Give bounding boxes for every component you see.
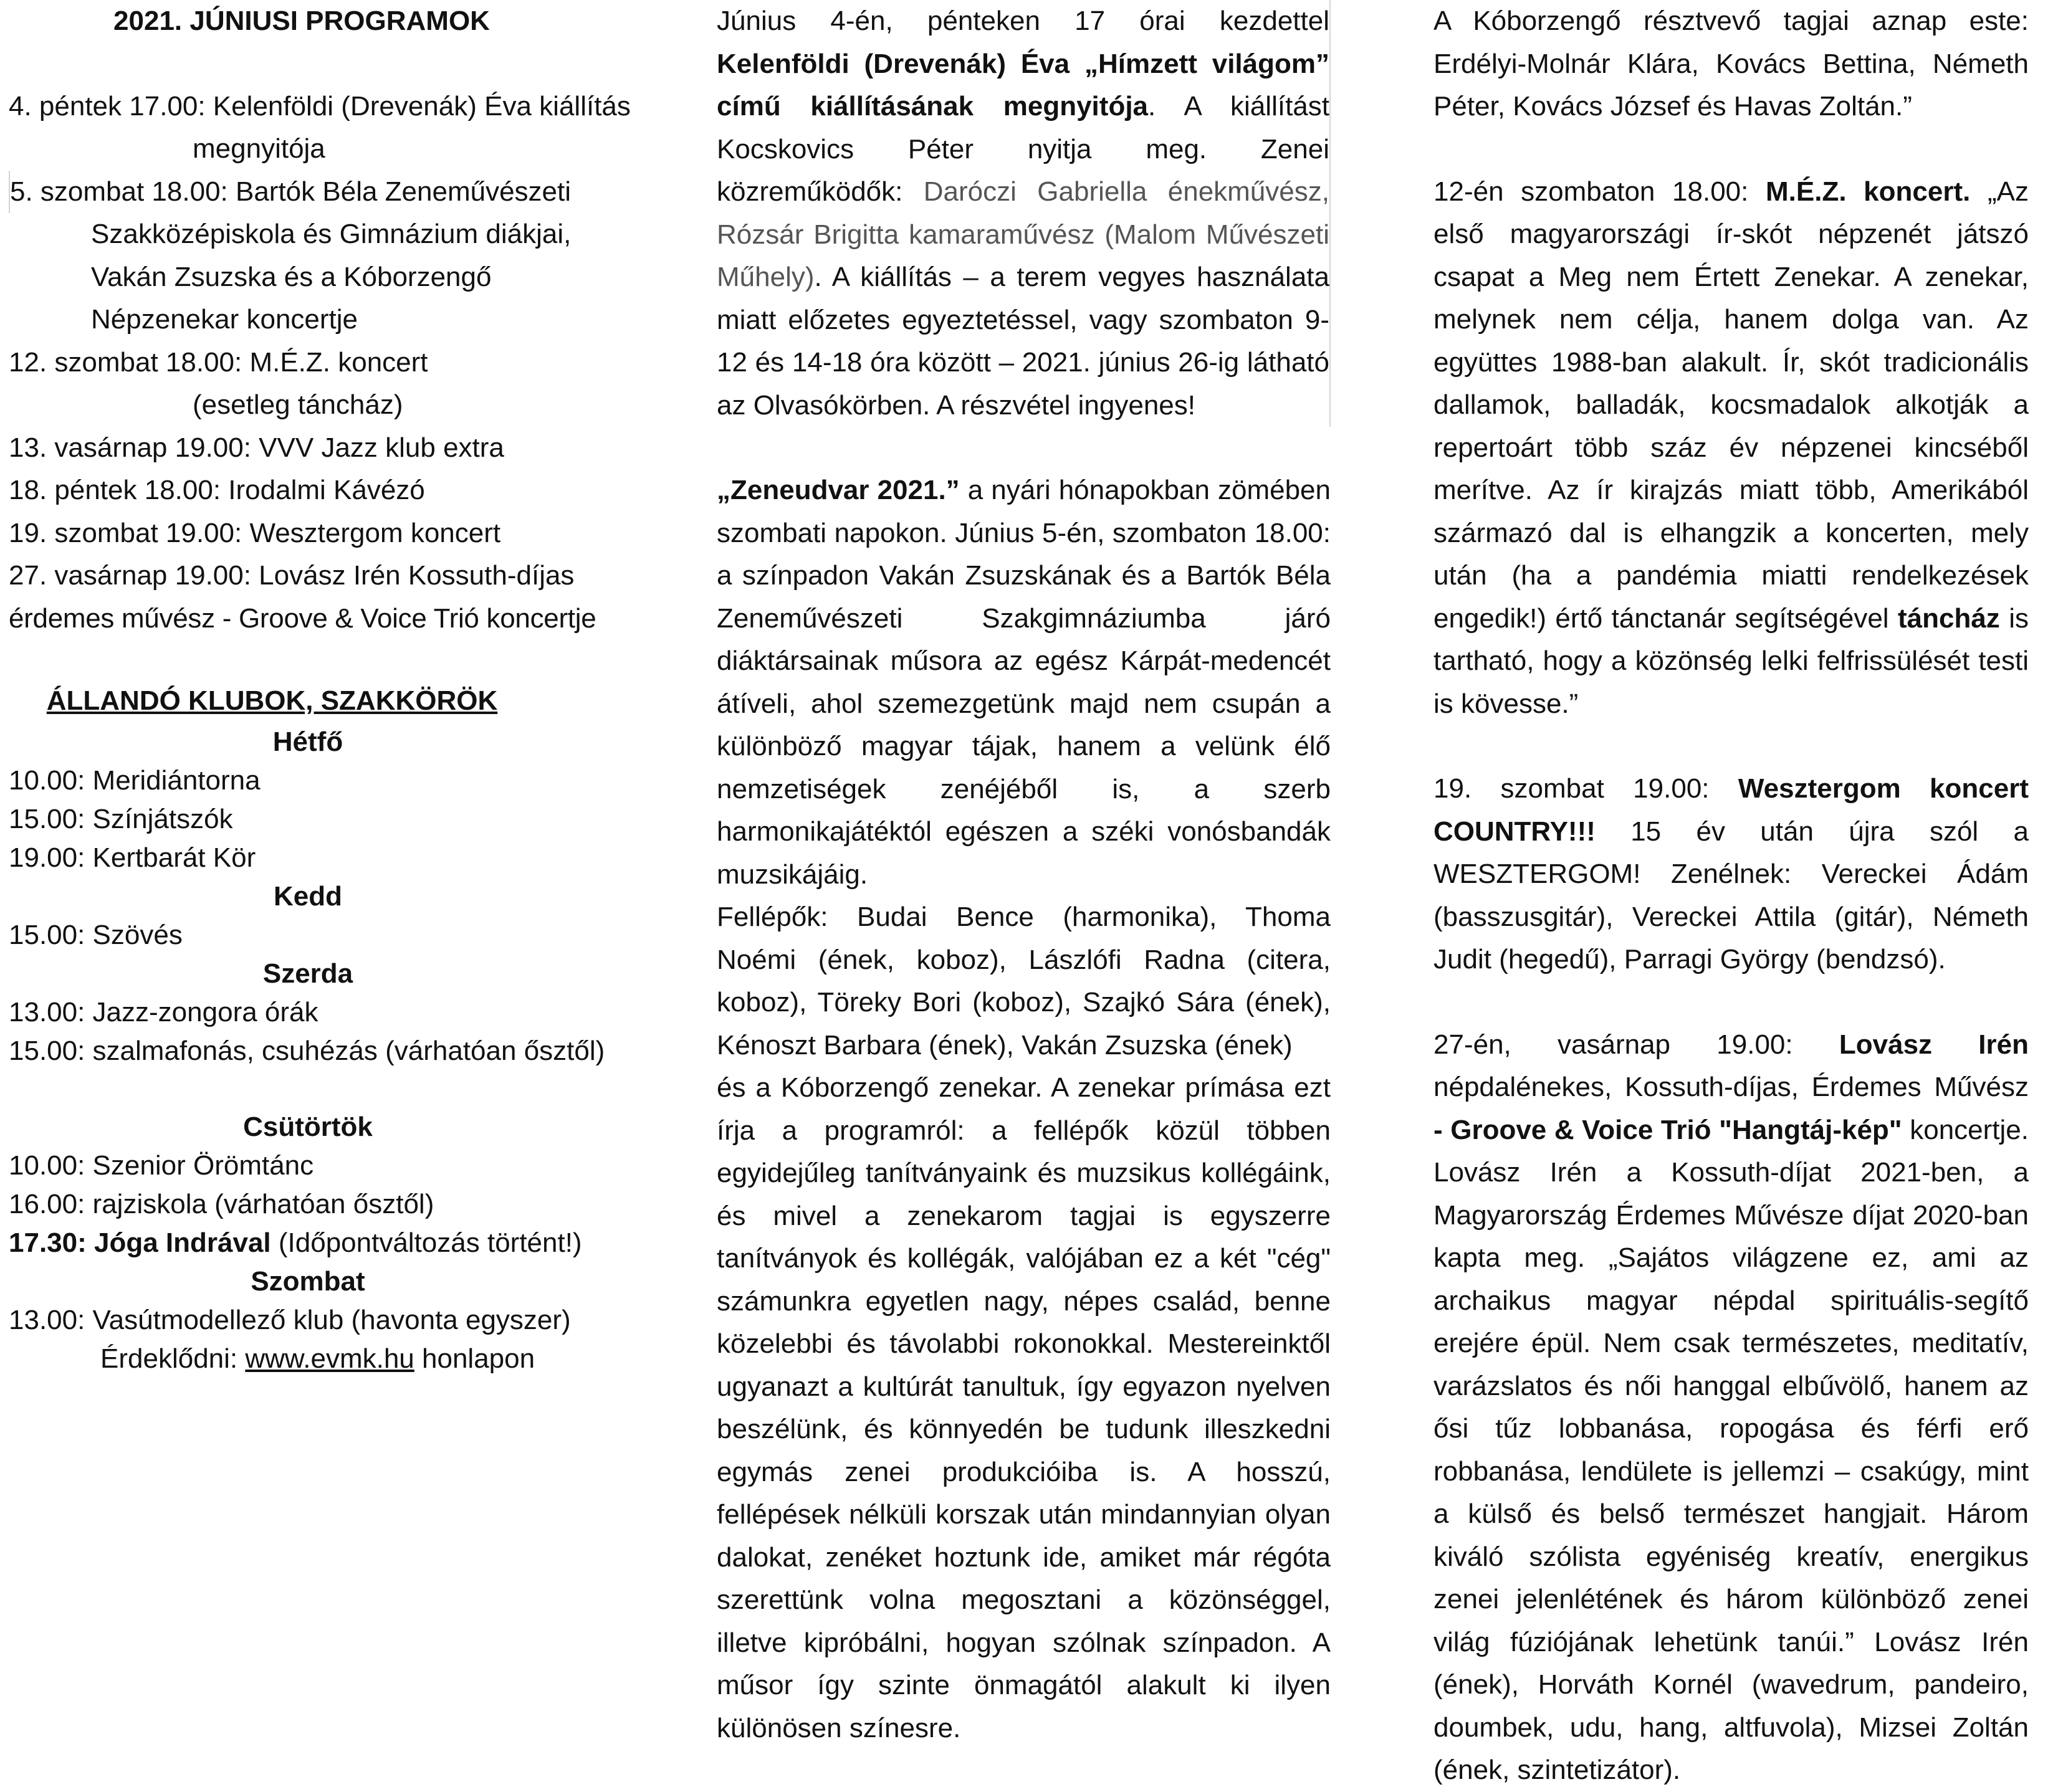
program-column — [9, 0, 638, 1378]
program-item: Szakközépiskola és Gimnázium diákjai, — [91, 219, 572, 249]
program-item: érdemes művész - Groove & Voice Trió koncertje — [9, 603, 596, 634]
day-heading-tuesday: Kedd — [274, 880, 342, 912]
day-heading-monday: Hétfő — [272, 726, 343, 757]
exhibition-performers: Daróczi Gabriella énekművész, Rózsár Brigitta kamaraművész (Malom Művészeti Műhely) — [717, 176, 1329, 292]
club-item: 15.00: Szövés — [9, 919, 183, 950]
band-quote-paragraph: és a Kóborzengő zenekar. A zenekar prímása ezt írja a programról: a fellépők közül többen egyidejűleg tanítványaink és muzsikus kollégáink, és mivel a zenekarom tagjai is egyszerre tanítványok és kollégák, valójában ez a két "cég" számunkra egyetlen nagy, népes család, benne közelebbi és távolabbi rokonokkal. Mestereinktől ugyanazt a kultúrát tanultuk, így egyazon nyelven beszélünk, és könnyedén be tudunk illeszkedni egymás zenei produkcióiba is. A hosszú, fellépések nélküli korszak után mindannyian olyan dalokat, zenéket hoztunk ide, amiket már régóta szerettünk volna megosztani a közönséggel, illetve kipróbálni, hogyan szólnak színpadon. A műsor így szinte önmagától alakult ki ilyen különösen színesre. — [717, 1072, 1331, 1743]
wesztergom-date: 19. szombat 19.00: — [1433, 773, 1738, 804]
program-item: 18. péntek 18.00: Irodalmi Kávézó — [9, 475, 425, 505]
zeneudvar-text: a nyári hónapokban zömében szombati napokon. Június 5-én, szombaton 18.00: a színpadon Vakán Zsuzskának és a Bartók Béla Zeneművészeti Szakgimnáziumba járó diáktársainak műsora az egész Kárpát-medencét átíveli, ahol szemezgetünk majd nem csupán a különböző magyar tájak, hanem a velünk élő nemzetiségek zenéjéből is, a szerb harmonikajátéktól egészen a széki vonósbandák muzsikájáig. — [717, 475, 1331, 890]
club-item: 13.00: Jazz-zongora órák — [9, 996, 318, 1027]
program-item: 13. vasárnap 19.00: VVV Jazz klub extra — [9, 432, 504, 463]
zeneudvar-paragraph — [717, 469, 1331, 896]
groove-voice-title: - Groove & Voice Trió "Hangtáj-kép" — [1433, 1114, 1902, 1145]
exhibition-paragraph — [717, 0, 1331, 427]
day-heading-saturday: Szombat — [251, 1265, 365, 1297]
club-item: 10.00: Meridiántorna — [9, 765, 261, 796]
tanchaz-label: táncház — [1897, 603, 2000, 634]
lovasz-text: koncertje. Lovász Irén a Kossuth-díjat 2021-ben, a Magyarország Érdemes Művésze díjat 2020-ban kapta meg. „Sajátos világzene ez, ami az archaikus magyar népdal spirituális-segítő erejére épül. Nem csak természetes, meditatív, varázslatos és női hanggal elbűvölő, hanem az ősi tűz lobbanása, ropogása és férfi erő robbanása, lendülete is jellemzi – csakúgy, mint a külső és belső természet hangjait. Három kiváló szólista egyéniség kreatív, energikus zenei jelenlétének és három különböző zenei világ fúziójának lehetünk tanúi.” Lovász Irén (ének), Horváth Kornél (wavedrum, pandeiro, doumbek, udu, hang, altfuvola), Mizsei Zoltán (ének, szintetizátor). — [1433, 1114, 2029, 1785]
program-item: 27. vasárnap 19.00: Lovász Irén Kossuth-díjas — [9, 560, 575, 591]
club-info-suffix: honlapon — [414, 1343, 535, 1374]
program-item: 4. péntek 17.00: Kelenföldi (Drevenák) Éva kiállítás — [9, 90, 631, 122]
mez-text: „Az első magyarországi ír-skót népzenét játszó csapat a Meg nem Értett Zenekar. A zenekar, melynek nem célja, hanem dolga van. Az együttes 1988-ban alakult. Ír, skót tradicionális dallamok, balladák, kocsmadalok alkotják a repertoárt több száz év népzenei kincséből merítve. Az ír kirajzás miatt több, Amerikából származó dal is elhangzik a koncerten, mely után (ha a pandémia miatti rendelkezések engedik!) értő tánctanár segítségével — [1433, 176, 2029, 634]
program-item: Vakán Zsuzska és a Kóborzengő — [91, 261, 492, 292]
lovasz-titles: népdalénekes, Kossuth-díjas, Érdemes Művész — [1433, 1072, 2029, 1102]
program-item: 12. szombat 18.00: M.É.Z. koncert — [9, 346, 428, 378]
koborzengo-members-paragraph: A Kóborzengő résztvevő tagjai aznap este: Erdélyi-Molnár Klára, Kovács Bettina, Németh Péter, Kovács József és Havas Zoltán.” — [1433, 6, 2029, 122]
june-programs-title: 2021. JÚNIUSI PROGRAMOK — [113, 6, 490, 36]
day-heading-wednesday: Szerda — [262, 958, 353, 989]
wesztergom-title: Wesztergom koncert COUNTRY!!! — [1433, 773, 2029, 847]
lovasz-date: 27-én, vasárnap 19.00: — [1433, 1029, 1839, 1060]
club-info-prefix: Érdeklődni: — [100, 1343, 246, 1374]
mez-date: 12-én szombaton 18.00: — [1433, 176, 1766, 207]
program-item: 19. szombat 19.00: Wesztergom koncert — [9, 517, 501, 548]
website-link[interactable]: www.evmk.hu — [245, 1343, 414, 1374]
club-item: 15.00: szalmafonás, csuhézás (várhatóan ősztől) — [9, 1035, 605, 1066]
day-heading-thursday: Csütörtök — [243, 1111, 373, 1142]
mez-concert-paragraph — [1433, 171, 2029, 726]
club-item: 19.00: Kertbarát Kör — [9, 842, 256, 873]
exhibition-details: . A kiállítás – a terem vegyes használata miatt előzetes egyeztetéssel, vagy szombaton 9-12 és 14-18 óra között – 2021. június 26-ig látható az Olvasókörben. A részvétel ingyenes! — [717, 262, 1329, 421]
yoga-time-label: 17.30: Jóga Indrával — [9, 1227, 271, 1258]
club-info — [9, 1340, 638, 1378]
details-column-right — [1433, 0, 2029, 1792]
lovasz-paragraph — [1433, 1024, 2029, 1792]
yoga-note: (Időpontváltozás történt!) — [270, 1227, 582, 1258]
program-item: Népzenekar koncertje — [91, 304, 358, 335]
zeneudvar-title: „Zeneudvar 2021.” — [717, 475, 960, 505]
club-item: 16.00: rajziskola (várhatóan ősztől) — [9, 1188, 434, 1219]
program-item: (esetleg táncház) — [193, 389, 403, 420]
program-item: 5. szombat 18.00: Bartók Béla Zeneművészeti — [9, 171, 638, 214]
mez-text-end: is tartható, hogy a közönség lelki felfrissülését testi is kövesse.” — [1433, 603, 2029, 719]
club-item-yoga — [9, 1224, 638, 1262]
clubs-title: ÁLLANDÓ KLUBOK, SZAKKÖRÖK — [46, 685, 498, 716]
club-item: 10.00: Szenior Örömtánc — [9, 1150, 314, 1181]
exhibition-date: Június 4-én, pénteken 17 órai kezdettel — [717, 6, 1329, 36]
lovasz-name: Lovász Irén — [1839, 1029, 2029, 1060]
exhibition-title: Kelenföldi (Drevenák) Éva „Hímzett világom” című kiállításának megnyitója — [717, 48, 1329, 122]
mez-title: M.É.Z. koncert. — [1766, 176, 1971, 207]
wesztergom-paragraph — [1433, 768, 2029, 981]
details-column-middle — [717, 0, 1331, 1750]
wesztergom-text: 15 év után újra szól a WESZTERGOM! Zenélnek: Vereckei Ádám (basszusgitár), Vereckei Attila (gitár), Németh Judit (hegedű), Parragi György (bendzsó). — [1433, 816, 2029, 975]
club-item: 13.00: Vasútmodellező klub (havonta egyszer) — [9, 1304, 571, 1335]
performers-paragraph: Fellépők: Budai Bence (harmonika), Thoma Noémi (ének, koboz), Lászlófi Radna (citera, koboz), Töreky Bori (koboz), Szajkó Sára (ének), Kénoszt Barbara (ének), Vakán Zsuzska (ének) — [717, 902, 1331, 1060]
program-item: megnyitója — [193, 133, 325, 164]
club-item: 15.00: Színjátszók — [9, 803, 233, 834]
exhibition-text: . A kiállítást Kocskovics Péter nyitja meg. Zenei közreműködők: — [717, 91, 1329, 207]
